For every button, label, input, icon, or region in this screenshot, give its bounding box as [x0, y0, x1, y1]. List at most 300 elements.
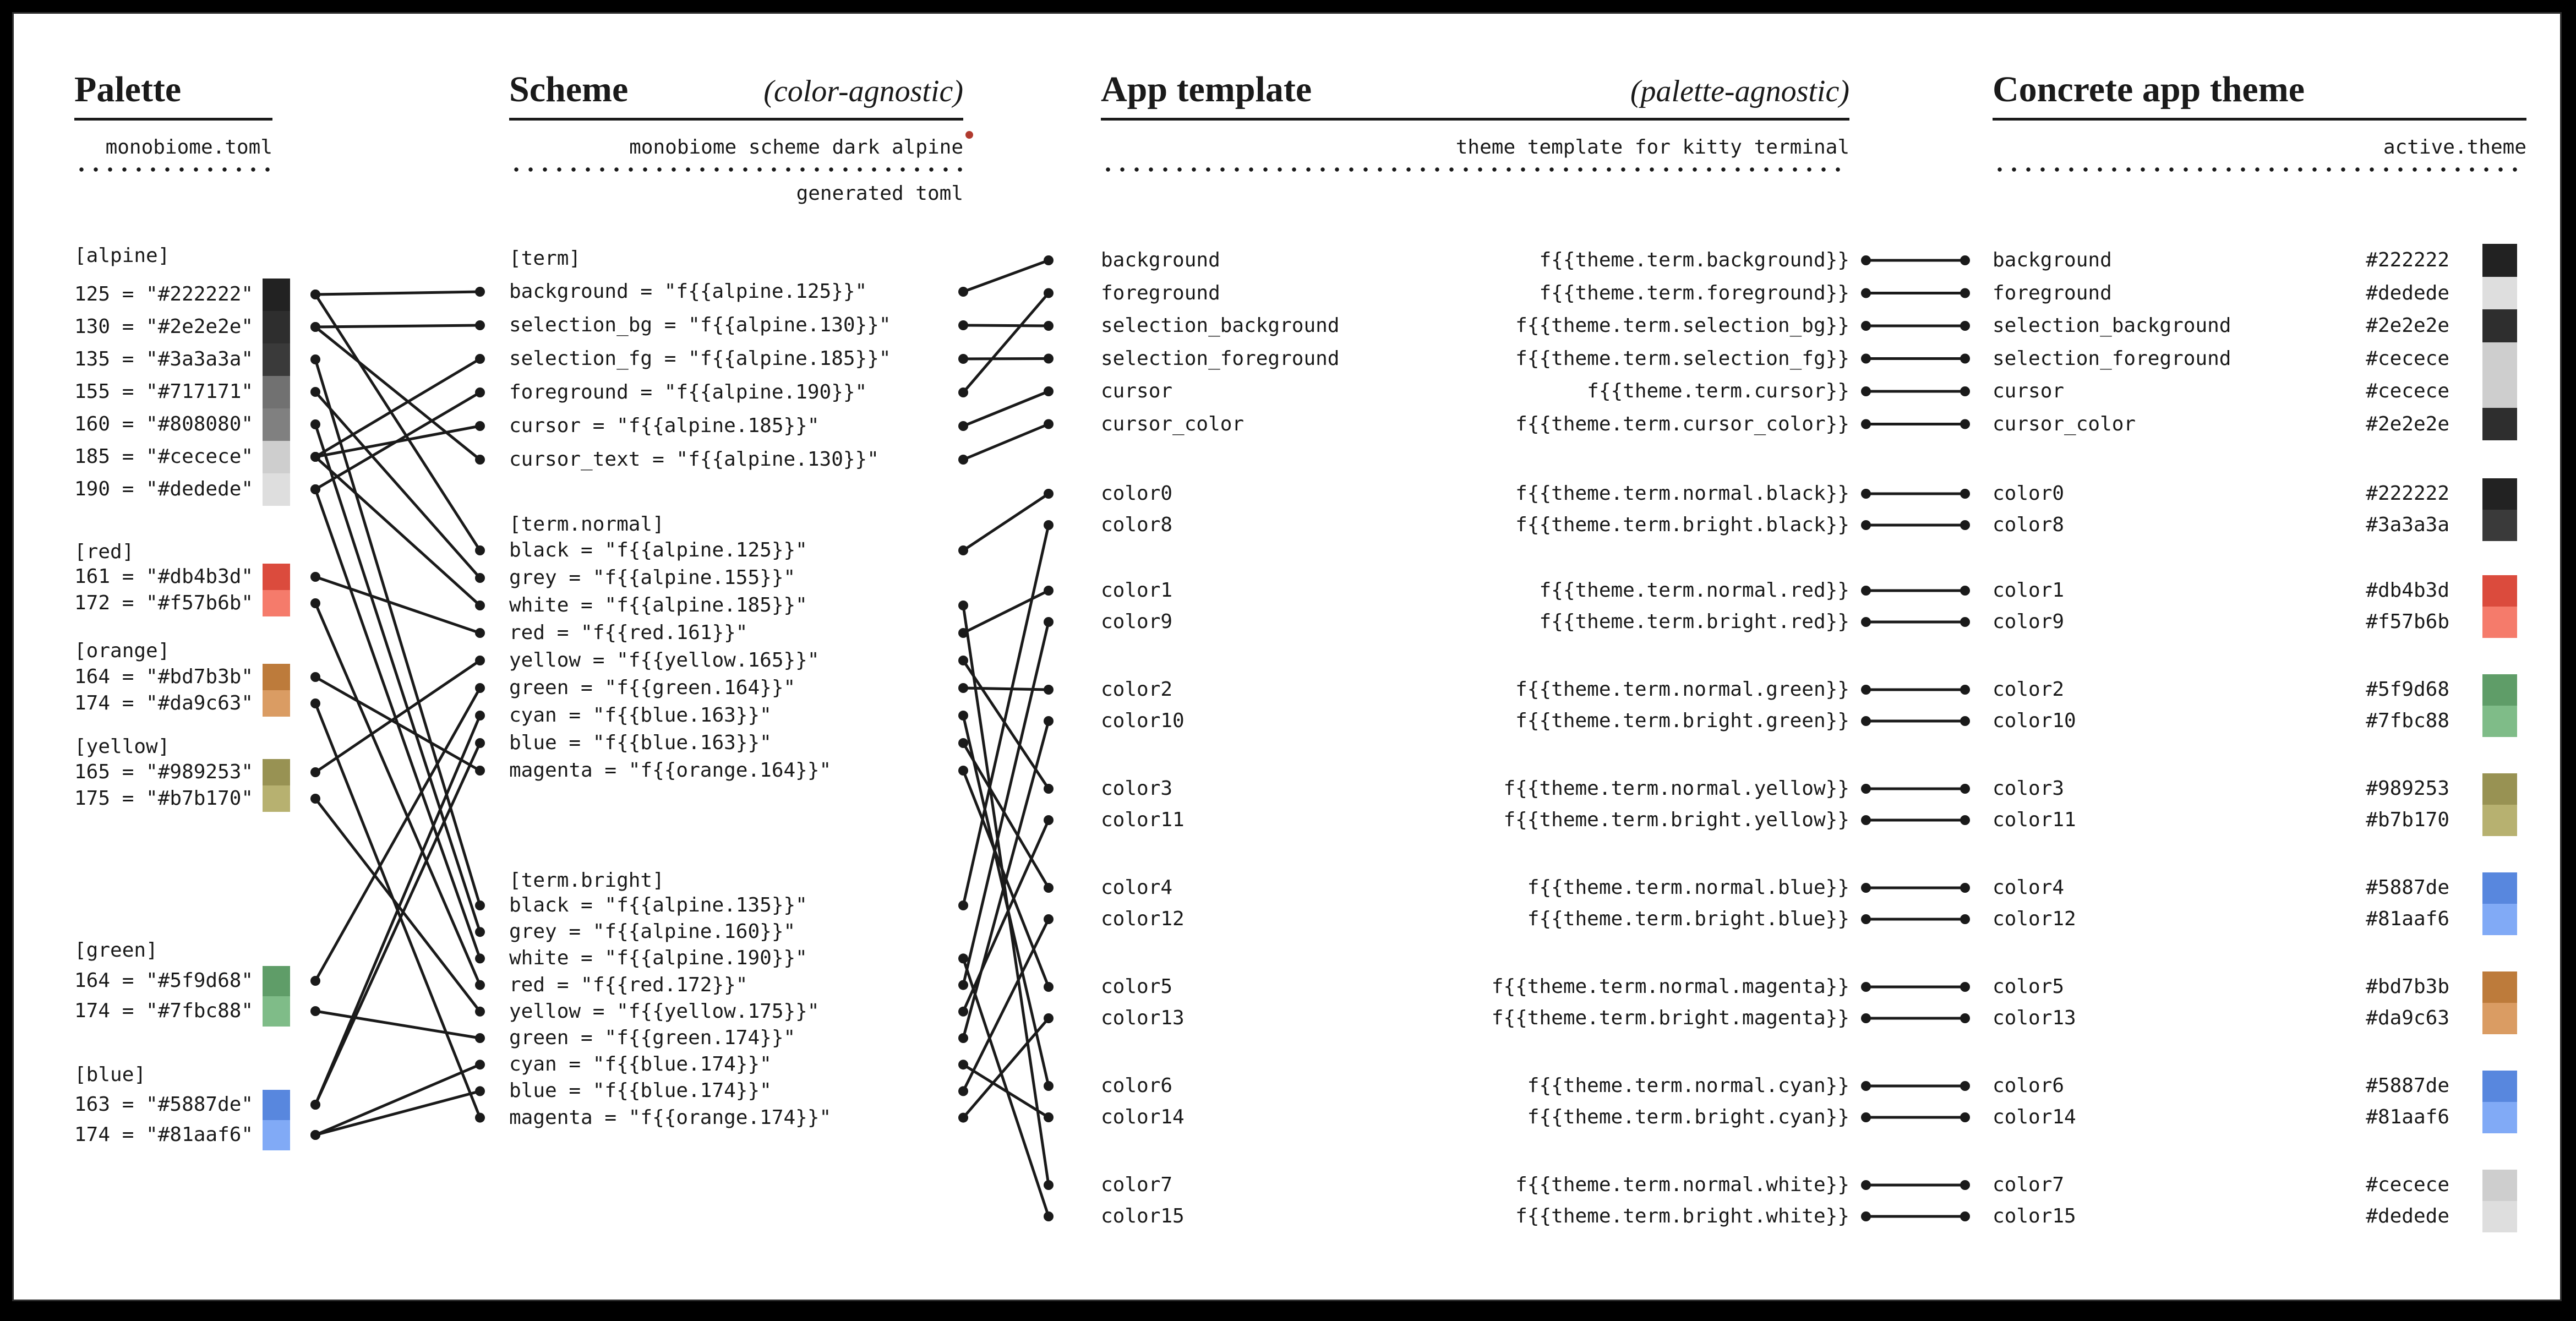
connector-dot: [475, 573, 485, 583]
scheme-row: cyan = "f{{blue.163}}": [509, 704, 772, 727]
connector-dot: [1861, 883, 1871, 893]
palette-swatch: [263, 441, 290, 473]
theme-row-hex: #db4b3d: [2366, 579, 2449, 602]
template-row-value: f{{theme.term.bright.yellow}}: [1503, 809, 1849, 831]
template-row-key: color0: [1101, 482, 1173, 505]
palette-row: 174 = "#da9c63": [74, 692, 254, 714]
palette-row: 125 = "#222222": [74, 283, 254, 305]
connector-dot: [475, 953, 485, 963]
connector-dot: [1044, 520, 1054, 530]
palette-row: 164 = "#bd7b3b": [74, 665, 254, 688]
template-row-key: color10: [1101, 709, 1185, 732]
scheme-row: black = "f{{alpine.125}}": [509, 539, 807, 561]
theme-row-hex: #81aaf6: [2366, 1106, 2449, 1128]
connector-dot: [1960, 1081, 1970, 1091]
red-asterisk-dot-icon: [965, 131, 973, 139]
theme-row-hex: #222222: [2366, 249, 2449, 271]
theme-header-rule: [1993, 118, 2526, 121]
connector-dot: [1044, 288, 1054, 298]
scheme-row: green = "f{{green.174}}": [509, 1027, 796, 1049]
connector-dot: [475, 1113, 485, 1123]
connector-dot: [1044, 255, 1054, 265]
connector-dot: [310, 1130, 320, 1140]
scheme-section-title: [term]: [509, 247, 581, 270]
connector-dot: [1960, 386, 1970, 396]
theme-row-key: color5: [1993, 975, 2065, 998]
palette-dotted-rule: [74, 167, 272, 172]
theme-row-hex: #5887de: [2366, 876, 2449, 899]
connector-dot: [1861, 489, 1871, 499]
template-row-key: color14: [1101, 1106, 1185, 1128]
palette-row: 172 = "#f57b6b": [74, 592, 254, 614]
template-row-value: f{{theme.term.foreground}}: [1539, 281, 1849, 304]
palette-row: 161 = "#db4b3d": [74, 565, 254, 588]
connector-dot: [310, 354, 320, 364]
theme-row-key: color14: [1993, 1106, 2076, 1128]
connector-dot: [958, 601, 968, 610]
connector-dot: [310, 1006, 320, 1016]
connector-dot: [1861, 1180, 1871, 1190]
connector-dot: [310, 322, 320, 332]
template-row-key: selection_background: [1101, 314, 1340, 337]
palette-swatch: [263, 311, 290, 343]
connector-dot: [1044, 883, 1054, 893]
connector-dot: [1960, 354, 1970, 364]
connector-dot: [475, 287, 485, 297]
theme-row-key: color9: [1993, 610, 2065, 633]
palette-section-title: [yellow]: [74, 735, 170, 758]
template-row-key: color5: [1101, 975, 1173, 998]
template-row-value: f{{theme.term.selection_bg}}: [1515, 314, 1849, 337]
connector-dot: [1960, 1211, 1970, 1221]
theme-swatch: [2482, 244, 2517, 277]
template-row-value: f{{theme.term.normal.black}}: [1515, 482, 1849, 505]
connector-dot: [310, 767, 320, 777]
connector-dot: [1861, 716, 1871, 726]
scheme-row: background = "f{{alpine.125}}": [509, 280, 867, 303]
theme-swatch: [2482, 342, 2517, 375]
connector-dot: [1044, 1112, 1054, 1122]
theme-row-key: color10: [1993, 709, 2076, 732]
connector-line: [963, 919, 1049, 1091]
connector-dot: [1861, 685, 1871, 695]
connector-dot: [958, 354, 968, 364]
connector-dot: [475, 738, 485, 748]
template-row-value: f{{theme.term.normal.yellow}}: [1503, 777, 1849, 800]
connector-dot: [1044, 489, 1054, 499]
connector-dot: [1960, 914, 1970, 924]
connector-dot: [1861, 1081, 1871, 1091]
theme-row-key: foreground: [1993, 281, 2112, 304]
palette-column-title: Palette: [74, 69, 182, 110]
theme-row-hex: #dedede: [2366, 1205, 2449, 1227]
connector-dot: [1960, 982, 1970, 992]
theme-row-hex: #7fbc88: [2366, 709, 2449, 732]
connector-dot: [475, 766, 485, 776]
scheme-header: [509, 70, 963, 111]
connector-dot: [1960, 685, 1970, 695]
template-row-value: f{{theme.term.cursor_color}}: [1515, 412, 1849, 435]
scheme-subtitle: monobiome scheme dark alpine: [629, 136, 963, 159]
theme-swatch: [2482, 805, 2517, 836]
scheme-header-rule: [509, 118, 963, 121]
connector-dot: [1044, 419, 1054, 429]
theme-swatch: [2482, 904, 2517, 935]
connector-line: [963, 391, 1049, 426]
connector-dot: [475, 354, 485, 364]
connector-dot: [1960, 288, 1970, 298]
template-row-key: color3: [1101, 777, 1173, 800]
scheme-row: selection_bg = "f{{alpine.130}}": [509, 314, 891, 336]
connector-dot: [475, 656, 485, 665]
theme-row-key: color6: [1993, 1074, 2065, 1097]
palette-swatch: [263, 966, 290, 996]
palette-swatch: [263, 759, 290, 785]
theme-row-hex: #5f9d68: [2366, 678, 2449, 701]
connector-dot: [475, 320, 485, 330]
scheme-row: magenta = "f{{orange.174}}": [509, 1106, 832, 1129]
connector-dot: [1044, 1211, 1054, 1221]
connector-dot: [958, 1113, 968, 1123]
theme-swatch: [2482, 706, 2517, 737]
theme-row-key: color15: [1993, 1205, 2076, 1227]
template-row-key: selection_foreground: [1101, 347, 1340, 370]
connector-dot: [958, 1086, 968, 1096]
connector-dot: [958, 1033, 968, 1043]
connector-dot: [1044, 386, 1054, 396]
connector-line: [315, 292, 480, 294]
theme-swatch: [2482, 375, 2517, 408]
palette-swatch: [263, 1090, 290, 1120]
palette-swatch: [263, 376, 290, 408]
theme-swatch: [2482, 971, 2517, 1003]
template-row-value: f{{theme.term.normal.green}}: [1515, 678, 1849, 701]
connector-dot: [958, 387, 968, 397]
connector-dot: [475, 387, 485, 397]
palette-swatch: [263, 564, 290, 590]
scheme-row: white = "f{{alpine.185}}": [509, 594, 807, 616]
palette-swatch: [263, 408, 290, 441]
template-row-key: color6: [1101, 1074, 1173, 1097]
theme-swatch: [2482, 1071, 2517, 1102]
theme-row-key: color11: [1993, 809, 2076, 831]
theme-swatch: [2482, 408, 2517, 441]
scheme-row: red = "f{{red.172}}": [509, 973, 748, 996]
theme-swatch: [2482, 1170, 2517, 1201]
connector-line: [315, 1011, 480, 1038]
connector-line: [963, 958, 1049, 1216]
connector-line: [315, 489, 480, 958]
template-row-key: color2: [1101, 678, 1173, 701]
connector-dot: [310, 672, 320, 682]
template-row-value: f{{theme.term.normal.magenta}}: [1491, 975, 1849, 998]
theme-row-key: cursor: [1993, 380, 2065, 402]
connector-dot: [1960, 419, 1970, 429]
template-row-value: f{{theme.term.normal.blue}}: [1527, 876, 1849, 899]
scheme-row: grey = "f{{alpine.155}}": [509, 566, 796, 589]
scheme-row: green = "f{{green.164}}": [509, 676, 796, 699]
template-row-value: f{{theme.term.bright.black}}: [1515, 514, 1849, 536]
scheme-dotted-rule: [509, 167, 963, 172]
connector-dot: [475, 980, 485, 990]
template-row-value: f{{theme.term.bright.blue}}: [1527, 908, 1849, 930]
palette-section-title: [red]: [74, 541, 134, 563]
theme-swatch: [2482, 872, 2517, 904]
template-row-value: f{{theme.term.background}}: [1539, 249, 1849, 271]
template-row-value: f{{theme.term.bright.cyan}}: [1527, 1106, 1849, 1128]
connector-dot: [1044, 1180, 1054, 1190]
connector-dot: [958, 320, 968, 330]
connector-dot: [958, 766, 968, 776]
template-row-key: color11: [1101, 809, 1185, 831]
scheme-column-note: (color-agnostic): [763, 74, 963, 108]
connector-dot: [1960, 617, 1970, 627]
palette-section-title: [blue]: [74, 1063, 146, 1086]
connector-dot: [1960, 815, 1970, 825]
theme-subtitle: active.theme: [2383, 136, 2526, 159]
theme-swatch: [2482, 607, 2517, 638]
connector-dot: [1960, 1180, 1970, 1190]
connector-dot: [1044, 685, 1054, 695]
connector-line: [963, 293, 1049, 393]
scheme-section-title: [term.bright]: [509, 869, 664, 892]
template-header: [1101, 70, 1849, 111]
palette-row: 174 = "#7fbc88": [74, 1000, 254, 1022]
scheme-row: cursor_text = "f{{alpine.130}}": [509, 448, 879, 471]
theme-dotted-rule: [1993, 167, 2526, 172]
scheme-column-title: Scheme: [509, 69, 629, 110]
theme-swatch: [2482, 674, 2517, 706]
template-column-title: App template: [1101, 69, 1312, 110]
scheme-section-title: [term.normal]: [509, 513, 664, 536]
template-row-value: f{{theme.term.cursor}}: [1587, 380, 1849, 402]
connector-dot: [1044, 586, 1054, 596]
template-row-value: f{{theme.term.bright.green}}: [1515, 709, 1849, 732]
palette-row: 190 = "#dedede": [74, 478, 254, 500]
connector-dot: [1044, 784, 1054, 794]
connector-line: [315, 688, 480, 981]
connector-dot: [1861, 815, 1871, 825]
theme-row-hex: #2e2e2e: [2366, 412, 2449, 435]
connector-dot: [958, 683, 968, 693]
connector-dot: [310, 572, 320, 582]
template-subtitle: theme template for kitty terminal: [1455, 136, 1849, 159]
template-header-rule: [1101, 118, 1849, 121]
scheme-row: cursor = "f{{alpine.185}}": [509, 414, 820, 437]
theme-row-hex: #cecece: [2366, 1173, 2449, 1196]
connector-dot: [958, 980, 968, 990]
connector-dot: [1960, 883, 1970, 893]
connector-dot: [958, 1007, 968, 1017]
template-row-key: cursor: [1101, 380, 1173, 402]
palette-swatch: [263, 279, 290, 311]
palette-subtitle: monobiome.toml: [105, 136, 272, 159]
connector-dot: [1861, 520, 1871, 530]
connector-dot: [1960, 586, 1970, 596]
theme-swatch: [2482, 510, 2517, 541]
connector-dot: [1960, 1013, 1970, 1023]
scheme-row: grey = "f{{alpine.160}}": [509, 920, 796, 943]
connector-line: [315, 325, 480, 327]
connector-dot: [310, 976, 320, 986]
palette-header-rule: [74, 118, 272, 121]
connector-dot: [1861, 1112, 1871, 1122]
template-row-value: f{{theme.term.selection_fg}}: [1515, 347, 1849, 370]
connector-dot: [1044, 914, 1054, 924]
scheme-row: red = "f{{red.161}}": [509, 621, 748, 644]
template-row-value: f{{theme.term.bright.white}}: [1515, 1205, 1849, 1227]
theme-row-hex: #3a3a3a: [2366, 514, 2449, 536]
theme-swatch: [2482, 1102, 2517, 1133]
connector-dot: [1861, 419, 1871, 429]
template-row-key: color13: [1101, 1007, 1185, 1029]
connector-dot: [1044, 716, 1054, 726]
scheme-row: black = "f{{alpine.135}}": [509, 894, 807, 916]
palette-row: 155 = "#717171": [74, 380, 254, 403]
connector-dot: [475, 421, 485, 431]
connector-dot: [310, 598, 320, 608]
scheme-row: yellow = "f{{yellow.165}}": [509, 649, 820, 672]
connector-dot: [475, 927, 485, 937]
scheme-row: white = "f{{alpine.190}}": [509, 947, 807, 970]
connector-dot: [1861, 354, 1871, 364]
connector-line: [963, 605, 1049, 1185]
connector-dot: [1044, 321, 1054, 331]
palette-header: [74, 70, 272, 109]
connector-dot: [475, 900, 485, 910]
connector-dot: [1861, 617, 1871, 627]
template-row-key: color9: [1101, 610, 1173, 633]
connector-line: [315, 457, 480, 605]
palette-swatch: [263, 996, 290, 1027]
connector-dot: [310, 290, 320, 299]
connector-dot: [475, 1060, 485, 1069]
connector-line: [315, 703, 480, 1118]
theme-row-key: color2: [1993, 678, 2065, 701]
theme-row-hex: #989253: [2366, 777, 2449, 800]
connector-dot: [1861, 321, 1871, 331]
theme-row-hex: #da9c63: [2366, 1007, 2449, 1029]
connector-line: [963, 591, 1049, 633]
connector-dot: [1861, 255, 1871, 265]
theme-row-key: color4: [1993, 876, 2065, 899]
connector-dot: [958, 953, 968, 963]
connector-line: [963, 424, 1049, 460]
theme-row-key: color1: [1993, 579, 2065, 602]
connector-dot: [310, 419, 320, 429]
connector-line: [315, 799, 480, 1012]
connector-dot: [310, 484, 320, 494]
scheme-row: selection_fg = "f{{alpine.185}}": [509, 347, 891, 370]
connector-dot: [1861, 386, 1871, 396]
scheme-row: cyan = "f{{blue.174}}": [509, 1053, 772, 1076]
scheme-row: yellow = "f{{yellow.175}}": [509, 1000, 820, 1023]
theme-row-key: selection_foreground: [1993, 347, 2231, 370]
scheme-row: blue = "f{{blue.163}}": [509, 732, 772, 754]
theme-row-hex: #222222: [2366, 482, 2449, 505]
connector-dot: [1861, 586, 1871, 596]
connector-dot: [1861, 914, 1871, 924]
template-row-key: background: [1101, 249, 1220, 271]
template-row-value: f{{theme.term.normal.red}}: [1539, 579, 1849, 602]
connector-dot: [1960, 520, 1970, 530]
theme-row-key: background: [1993, 249, 2112, 271]
connector-dot: [1861, 982, 1871, 992]
connector-dot: [1861, 1211, 1871, 1221]
theme-swatch: [2482, 309, 2517, 342]
scheme-row: foreground = "f{{alpine.190}}": [509, 381, 867, 403]
template-row-key: cursor_color: [1101, 412, 1245, 435]
connector-dot: [1861, 1013, 1871, 1023]
connector-line: [315, 577, 480, 633]
palette-row: 185 = "#cecece": [74, 445, 254, 468]
connector-dot: [1960, 716, 1970, 726]
connector-dot: [475, 1033, 485, 1043]
connector-dot: [1044, 1013, 1054, 1023]
connector-line: [315, 1091, 480, 1135]
palette-row: 165 = "#989253": [74, 761, 254, 783]
connector-dot: [310, 387, 320, 397]
connector-dot: [958, 738, 968, 748]
theme-column-title: Concrete app theme: [1993, 69, 2305, 110]
template-row-key: color7: [1101, 1173, 1173, 1196]
connector-dot: [475, 545, 485, 555]
theme-row-hex: #f57b6b: [2366, 610, 2449, 633]
connector-line: [963, 260, 1049, 292]
connector-dot: [1960, 255, 1970, 265]
template-row-key: color1: [1101, 579, 1173, 602]
theme-swatch: [2482, 1201, 2517, 1232]
theme-row-hex: #bd7b3b: [2366, 975, 2449, 998]
template-row-key: color15: [1101, 1205, 1185, 1227]
connector-dot: [475, 601, 485, 610]
theme-row-key: color13: [1993, 1007, 2076, 1029]
theme-row-key: selection_background: [1993, 314, 2231, 337]
connector-dot: [958, 287, 968, 297]
palette-section-title: [green]: [74, 939, 158, 962]
theme-swatch: [2482, 277, 2517, 310]
connector-dot: [958, 1060, 968, 1069]
template-row-key: foreground: [1101, 281, 1220, 304]
palette-swatch: [263, 690, 290, 717]
theme-swatch: [2482, 773, 2517, 805]
template-column-note: (palette-agnostic): [1630, 74, 1849, 108]
connector-dot: [1044, 982, 1054, 992]
connector-dot: [1044, 1081, 1054, 1091]
theme-swatch: [2482, 1003, 2517, 1034]
scheme-row: magenta = "f{{orange.164}}": [509, 759, 832, 782]
theme-row-key: color7: [1993, 1173, 2065, 1196]
connector-dot: [958, 455, 968, 465]
theme-row-key: color12: [1993, 908, 2076, 930]
connector-dot: [1861, 288, 1871, 298]
theme-row-hex: #cecece: [2366, 380, 2449, 402]
connector-dot: [310, 794, 320, 804]
theme-row-key: color8: [1993, 514, 2065, 536]
palette-swatch: [263, 473, 290, 506]
template-row-key: color4: [1101, 876, 1173, 899]
theme-row-hex: #b7b170: [2366, 809, 2449, 831]
theme-swatch: [2482, 575, 2517, 607]
connector-dot: [1044, 815, 1054, 825]
scheme-row: blue = "f{{blue.174}}": [509, 1079, 772, 1102]
palette-swatch: [263, 343, 290, 376]
theme-row-hex: #5887de: [2366, 1074, 2449, 1097]
palette-swatch: [263, 664, 290, 690]
theme-row-key: color0: [1993, 482, 2065, 505]
connector-dot: [1960, 1112, 1970, 1122]
theme-row-hex: #81aaf6: [2366, 908, 2449, 930]
